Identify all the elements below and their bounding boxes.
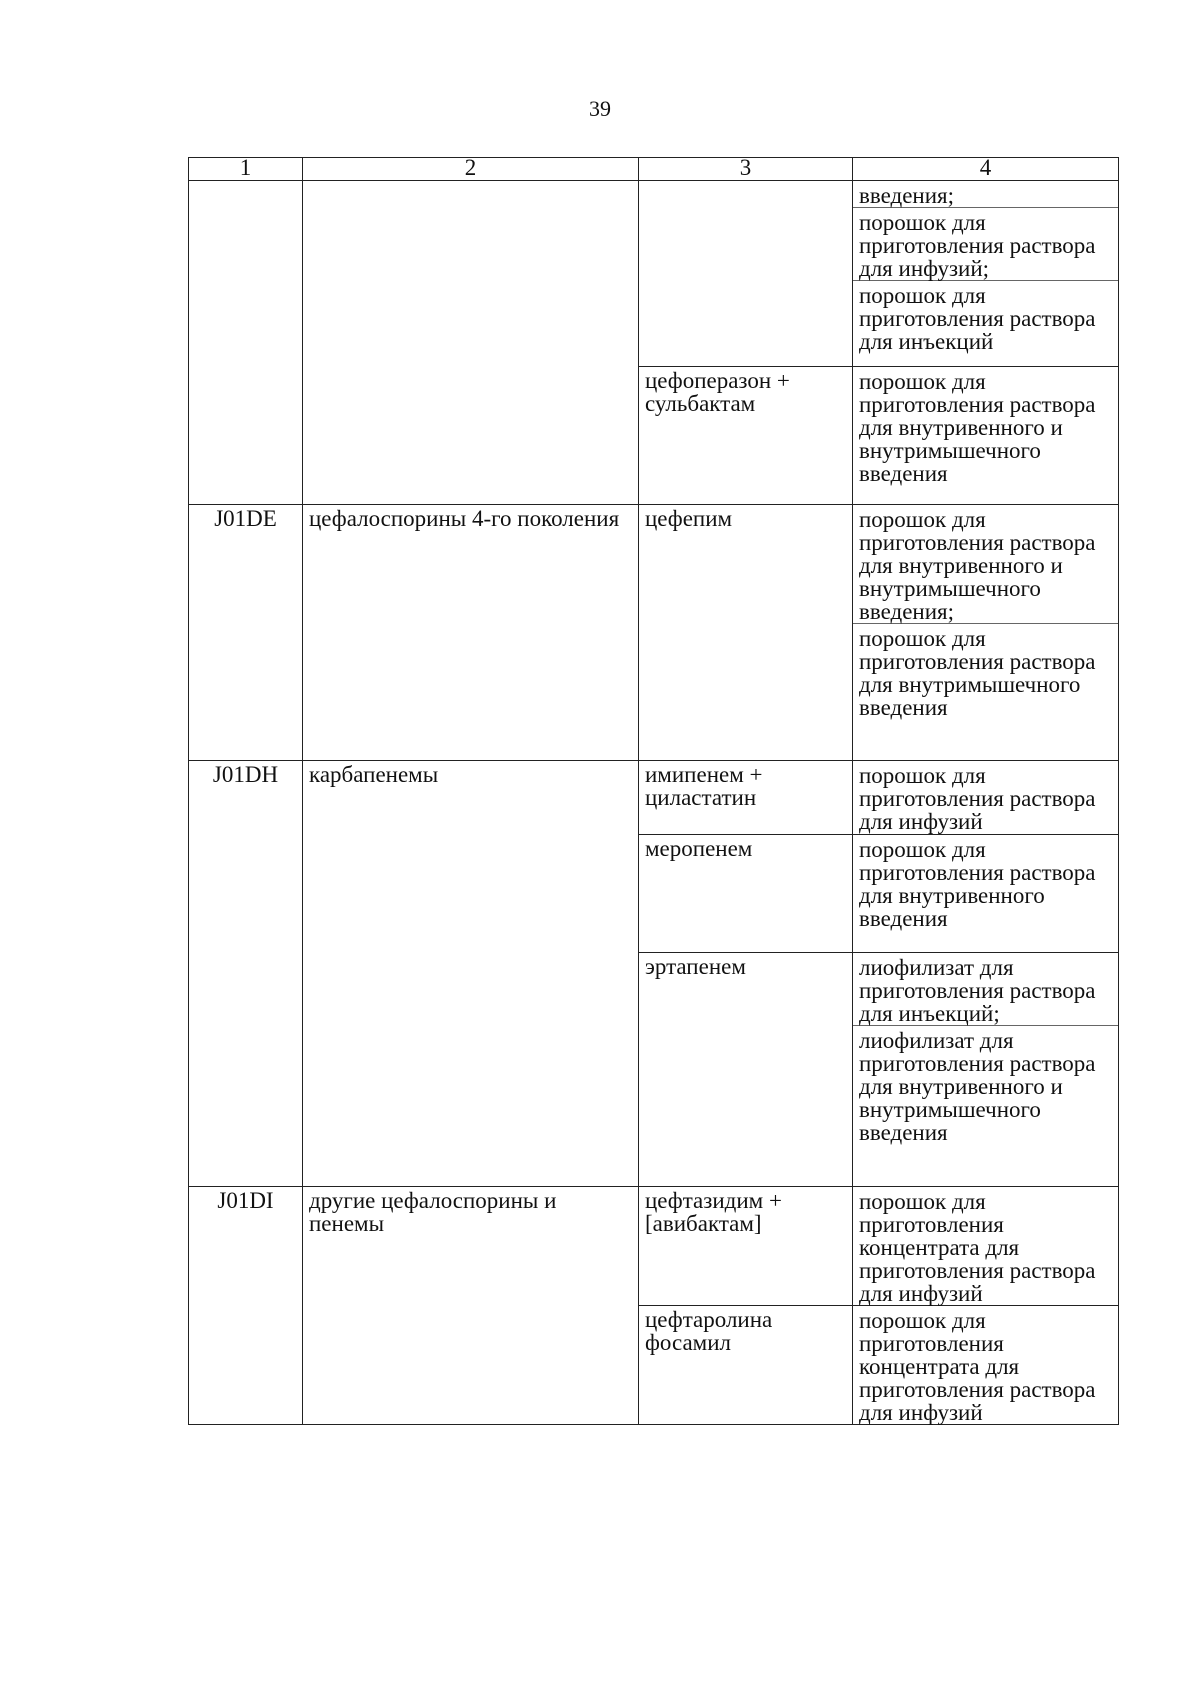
atc-code-cell: J01DE	[189, 505, 303, 761]
dosage-form: порошок для приготовления концентрата для приготовления раствора для инфузий	[859, 1189, 1096, 1306]
dosage-forms-cell	[853, 953, 1119, 1187]
anatomical-group-cell: цефалоспорины 4-го поколения	[303, 505, 639, 761]
table-row	[189, 761, 1119, 835]
drug-name-cell: цефепим	[639, 505, 853, 761]
anatomical-group-cell	[303, 181, 639, 505]
dosage-form: порошок для приготовления раствора для инъекций	[853, 280, 1118, 353]
drug-name-cell: цефтаролина фосамил	[639, 1306, 853, 1425]
dosage-forms-cell	[853, 835, 1119, 953]
dosage-forms-cell	[853, 505, 1119, 761]
drug-name-cell: имипенем + циластатин	[639, 761, 853, 835]
drug-name-cell: цефтазидим + [авибактам]	[639, 1187, 853, 1306]
column-header-1: 1	[189, 158, 303, 181]
drug-table-body	[189, 155, 1119, 1425]
column-header-3: 3	[639, 158, 853, 181]
dosage-forms-cell	[853, 181, 1119, 367]
dosage-form: порошок для приготовления раствора для инфузий;	[853, 207, 1118, 280]
dosage-form: порошок для приготовления раствора для инфузий	[859, 763, 1096, 834]
atc-code-cell: J01DI	[189, 1187, 303, 1425]
dosage-forms-cell	[853, 761, 1119, 835]
dosage-form: лиофилизат для приготовления раствора для внутривенного и внутримышечного введения	[853, 1025, 1118, 1144]
drug-name-cell: меропенем	[639, 835, 853, 953]
drug-name-cell: цефоперазон + сульбактам	[639, 367, 853, 505]
dosage-form: порошок для приготовления концентрата для приготовления раствора для инфузий	[859, 1308, 1096, 1425]
column-header-2: 2	[303, 158, 639, 181]
anatomical-group-cell: карбапенемы	[303, 761, 639, 1187]
anatomical-group-cell: другие цефалоспорины и пенемы	[303, 1187, 639, 1425]
column-header-4: 4	[853, 158, 1119, 181]
table-row	[189, 505, 1119, 761]
dosage-form: введения;	[859, 183, 954, 208]
atc-code-cell: J01DH	[189, 761, 303, 1187]
dosage-form: порошок для приготовления раствора для внутримышечного введения	[853, 623, 1118, 719]
drug-name-cell: эртапенем	[639, 953, 853, 1187]
dosage-forms-cell	[853, 1187, 1119, 1306]
dosage-form: порошок для приготовления раствора для внутривенного и внутримышечного введения;	[859, 507, 1096, 624]
dosage-form: лиофилизат для приготовления раствора для инъекций;	[859, 955, 1096, 1026]
page-number: 39	[589, 96, 611, 121]
atc-code-cell	[189, 181, 303, 505]
drug-table	[188, 157, 1119, 1425]
dosage-forms-cell	[853, 1306, 1119, 1425]
dosage-forms-cell	[853, 367, 1119, 505]
table-row	[189, 1187, 1119, 1306]
dosage-form: порошок для приготовления раствора для внутривенного введения	[859, 837, 1096, 931]
table-row	[189, 181, 1119, 367]
column-header-row	[189, 158, 1119, 181]
drug-name-cell	[639, 181, 853, 367]
dosage-form: порошок для приготовления раствора для внутривенного и внутримышечного введения	[859, 369, 1096, 486]
